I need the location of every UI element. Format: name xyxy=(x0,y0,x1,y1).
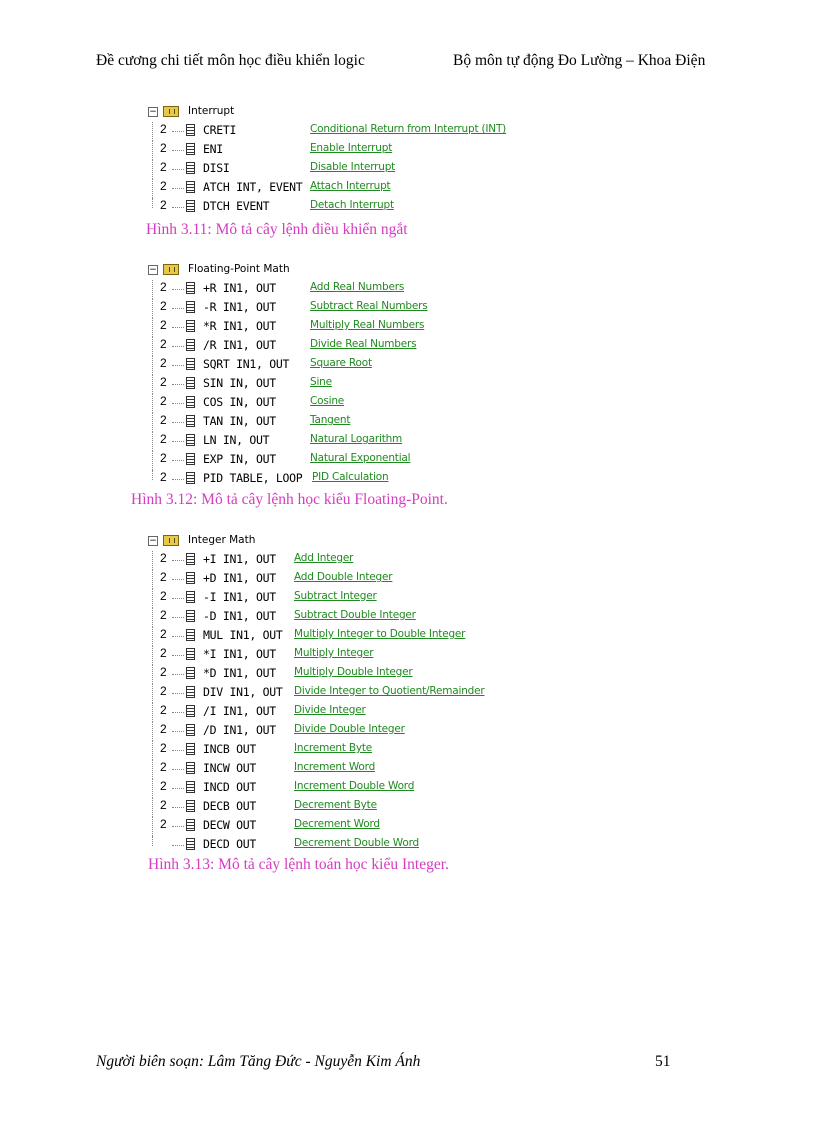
tree-line xyxy=(172,327,184,328)
tree-line xyxy=(152,141,153,160)
tree-line xyxy=(172,826,184,827)
instruction-link[interactable]: Enable Interrupt xyxy=(310,142,393,154)
item-number: 2 xyxy=(160,337,167,351)
item-number: 2 xyxy=(160,589,167,603)
instruction-name: DECD OUT xyxy=(203,837,256,851)
tree-line xyxy=(172,403,184,404)
tree-line xyxy=(172,560,184,561)
instruction-icon xyxy=(186,377,195,389)
instruction-icon xyxy=(186,434,195,446)
item-number: 2 xyxy=(160,470,167,484)
instruction-link[interactable]: Increment Byte xyxy=(294,742,373,754)
instruction-icon xyxy=(186,667,195,679)
tree-line xyxy=(172,693,184,694)
instruction-name: DECB OUT xyxy=(203,799,256,813)
instruction-name: +R IN1, OUT xyxy=(203,281,276,295)
item-number: 2 xyxy=(160,741,167,755)
instruction-name: /I IN1, OUT xyxy=(203,704,276,718)
instruction-link[interactable]: Decrement Byte xyxy=(294,799,377,811)
instruction-icon xyxy=(186,591,195,603)
instruction-icon xyxy=(186,819,195,831)
tree-line xyxy=(152,394,153,413)
tree-line xyxy=(172,674,184,675)
tree-line xyxy=(152,280,153,299)
tree-line xyxy=(152,356,153,375)
item-number: 2 xyxy=(160,318,167,332)
tree-line xyxy=(172,807,184,808)
item-number: 2 xyxy=(160,394,167,408)
instruction-icon xyxy=(186,724,195,736)
item-number: 2 xyxy=(160,665,167,679)
instruction-icon xyxy=(186,358,195,370)
instruction-icon xyxy=(186,781,195,793)
instruction-icon xyxy=(186,339,195,351)
instruction-link[interactable]: Conditional Return from Interrupt (INT) xyxy=(310,123,507,135)
instruction-icon xyxy=(186,648,195,660)
instruction-icon xyxy=(186,629,195,641)
collapse-icon[interactable]: − xyxy=(149,107,157,117)
item-number: 2 xyxy=(160,198,167,212)
item-number: 2 xyxy=(160,141,167,155)
instruction-name: *I IN1, OUT xyxy=(203,647,276,661)
tree-line xyxy=(172,150,184,151)
tree-line xyxy=(172,750,184,751)
tree-line xyxy=(172,617,184,618)
instruction-link[interactable]: Natural Exponential xyxy=(310,452,411,464)
instruction-link[interactable]: Increment Word xyxy=(294,761,376,773)
instruction-link[interactable]: Detach Interrupt xyxy=(310,199,394,211)
item-number: 2 xyxy=(160,179,167,193)
instruction-icon xyxy=(186,453,195,465)
instruction-icon xyxy=(186,686,195,698)
instruction-name: DECW OUT xyxy=(203,818,256,832)
item-number: 2 xyxy=(160,646,167,660)
item-number: 2 xyxy=(160,817,167,831)
tree-line xyxy=(172,131,184,132)
tree-line xyxy=(172,769,184,770)
instruction-link[interactable]: Divide Double Integer xyxy=(294,723,405,735)
instruction-icon xyxy=(186,610,195,622)
tree-line xyxy=(172,308,184,309)
item-number: 2 xyxy=(160,122,167,136)
item-number: 2 xyxy=(160,551,167,565)
item-number: 2 xyxy=(160,703,167,717)
instruction-name: -I IN1, OUT xyxy=(203,590,276,604)
collapse-icon[interactable]: − xyxy=(149,536,157,546)
instruction-name: EXP IN, OUT xyxy=(203,452,276,466)
item-number: 2 xyxy=(160,760,167,774)
page-number: 51 xyxy=(655,1053,671,1070)
item-number: 2 xyxy=(160,432,167,446)
instruction-link[interactable]: Square Root xyxy=(310,357,372,369)
tree-line xyxy=(172,188,184,189)
item-number: 2 xyxy=(160,627,167,641)
tree-line xyxy=(152,451,153,470)
instruction-link[interactable]: Divide Real Numbers xyxy=(310,338,417,350)
tree-root-label: Integer Math xyxy=(188,534,256,546)
tree-line xyxy=(172,169,184,170)
item-number: 2 xyxy=(160,798,167,812)
instruction-name: INCB OUT xyxy=(203,742,256,756)
instruction-name: COS IN, OUT xyxy=(203,395,276,409)
tree-line xyxy=(152,413,153,432)
item-number: 2 xyxy=(160,570,167,584)
instruction-icon xyxy=(186,572,195,584)
item-number: 2 xyxy=(160,722,167,736)
tree-line xyxy=(172,346,184,347)
item-number: 2 xyxy=(160,160,167,174)
instruction-icon xyxy=(186,396,195,408)
tree-line xyxy=(172,636,184,637)
instruction-name: *D IN1, OUT xyxy=(203,666,276,680)
instruction-name: ENI xyxy=(203,142,223,156)
instruction-icon xyxy=(186,124,195,136)
instruction-link[interactable]: Add Integer xyxy=(294,552,354,564)
instruction-link[interactable]: Subtract Integer xyxy=(294,590,377,602)
item-number: 2 xyxy=(160,375,167,389)
instruction-link[interactable]: Multiply Integer xyxy=(294,647,374,659)
item-number: 2 xyxy=(160,356,167,370)
tree-line xyxy=(152,741,153,760)
instruction-link[interactable]: Decrement Word xyxy=(294,818,380,830)
instruction-link[interactable]: Add Double Integer xyxy=(294,571,393,583)
tree-line xyxy=(152,551,153,570)
tree-line xyxy=(172,598,184,599)
folder-icon xyxy=(163,264,179,275)
instruction-link[interactable]: Attach Interrupt xyxy=(310,180,391,192)
instruction-name: -D IN1, OUT xyxy=(203,609,276,623)
figure-caption: Hình 3.12: Mô tả cây lệnh học kiểu Floating-Point. xyxy=(131,491,448,508)
instruction-link[interactable]: Multiply Integer to Double Integer xyxy=(294,628,466,640)
tree-line xyxy=(152,122,153,141)
instruction-name: *R IN1, OUT xyxy=(203,319,276,333)
tree-line xyxy=(152,318,153,337)
tree-line xyxy=(172,788,184,789)
tree-line xyxy=(172,731,184,732)
instruction-link[interactable]: Natural Logarithm xyxy=(310,433,403,445)
item-number: 2 xyxy=(160,299,167,313)
tree-line xyxy=(152,198,153,208)
instruction-name: MUL IN1, OUT xyxy=(203,628,283,642)
tree-line xyxy=(172,289,184,290)
folder-icon xyxy=(163,106,179,117)
instruction-name: DIV IN1, OUT xyxy=(203,685,283,699)
tree-line xyxy=(152,299,153,318)
tree-line xyxy=(172,712,184,713)
instruction-name: LN IN, OUT xyxy=(203,433,270,447)
tree-line xyxy=(152,160,153,179)
instruction-icon xyxy=(186,143,195,155)
instruction-name: DTCH EVENT xyxy=(203,199,270,213)
instruction-name: DISI xyxy=(203,161,230,175)
tree-line xyxy=(172,479,184,480)
tree-line xyxy=(152,646,153,665)
instruction-icon xyxy=(186,743,195,755)
instruction-icon xyxy=(186,415,195,427)
tree-root-label: Floating-Point Math xyxy=(188,263,290,275)
item-number: 2 xyxy=(160,413,167,427)
instruction-link[interactable]: Add Real Numbers xyxy=(310,281,405,293)
tree-line xyxy=(152,608,153,627)
collapse-icon[interactable]: − xyxy=(149,265,157,275)
instruction-icon xyxy=(186,301,195,313)
instruction-name: SIN IN, OUT xyxy=(203,376,276,390)
instruction-icon xyxy=(186,472,195,484)
item-number: 2 xyxy=(160,451,167,465)
page-header-left: Đề cương chi tiết môn học điều khiển logic xyxy=(96,52,365,69)
instruction-icon xyxy=(186,553,195,565)
instruction-link[interactable]: Disable Interrupt xyxy=(310,161,396,173)
tree-line xyxy=(152,665,153,684)
tree-line xyxy=(152,684,153,703)
figure-caption: Hình 3.13: Mô tả cây lệnh toán học kiểu Integer. xyxy=(148,856,449,873)
instruction-link[interactable]: PID Calculation xyxy=(312,471,389,483)
instruction-name: CRETI xyxy=(203,123,237,137)
instruction-name: INCD OUT xyxy=(203,780,256,794)
instruction-link[interactable]: Subtract Real Numbers xyxy=(310,300,428,312)
tree-line xyxy=(172,207,184,208)
tree-line xyxy=(172,365,184,366)
instruction-icon xyxy=(186,181,195,193)
instruction-name: PID TABLE, LOOP xyxy=(203,471,303,485)
tree-line xyxy=(152,703,153,722)
page-header-right: Bộ môn tự động Đo Lường – Khoa Điện xyxy=(453,52,706,69)
instruction-icon xyxy=(186,705,195,717)
item-number: 2 xyxy=(160,684,167,698)
tree-line xyxy=(172,384,184,385)
item-number: 2 xyxy=(160,779,167,793)
tree-line xyxy=(152,817,153,836)
instruction-link[interactable]: Cosine xyxy=(310,395,345,407)
instruction-name: TAN IN, OUT xyxy=(203,414,276,428)
instruction-link[interactable]: Sine xyxy=(310,376,332,388)
tree-line xyxy=(172,579,184,580)
page-footer-authors: Người biên soạn: Lâm Tăng Đức - Nguyễn Kim Ánh xyxy=(96,1053,421,1070)
tree-line xyxy=(152,375,153,394)
item-number: 2 xyxy=(160,280,167,294)
instruction-link[interactable]: Decrement Double Word xyxy=(294,837,419,849)
instruction-link[interactable]: Multiply Real Numbers xyxy=(310,319,425,331)
instruction-icon xyxy=(186,762,195,774)
instruction-icon xyxy=(186,838,195,850)
instruction-icon xyxy=(186,800,195,812)
folder-icon xyxy=(163,535,179,546)
tree-line xyxy=(152,470,153,480)
tree-line xyxy=(152,760,153,779)
instruction-name: ATCH INT, EVENT xyxy=(203,180,303,194)
tree-line xyxy=(152,179,153,198)
instruction-name: SQRT IN1, OUT xyxy=(203,357,290,371)
tree-line xyxy=(152,836,153,846)
instruction-link[interactable]: Divide Integer to Quotient/Remainder xyxy=(294,685,485,697)
tree-line xyxy=(152,589,153,608)
instruction-icon xyxy=(186,162,195,174)
instruction-name: -R IN1, OUT xyxy=(203,300,276,314)
tree-line xyxy=(152,627,153,646)
tree-line xyxy=(152,722,153,741)
instruction-link[interactable]: Tangent xyxy=(310,414,351,426)
tree-line xyxy=(172,460,184,461)
instruction-name: +D IN1, OUT xyxy=(203,571,276,585)
tree-line xyxy=(172,655,184,656)
instruction-icon xyxy=(186,200,195,212)
tree-line xyxy=(152,779,153,798)
tree-line xyxy=(152,570,153,589)
tree-line xyxy=(152,432,153,451)
item-number: 2 xyxy=(160,608,167,622)
tree-line xyxy=(152,337,153,356)
figure-caption: Hình 3.11: Mô tả cây lệnh điều khiển ngắt xyxy=(146,221,408,238)
instruction-icon xyxy=(186,320,195,332)
instruction-link[interactable]: Multiply Double Integer xyxy=(294,666,413,678)
instruction-name: INCW OUT xyxy=(203,761,256,775)
instruction-name: /D IN1, OUT xyxy=(203,723,276,737)
instruction-name: +I IN1, OUT xyxy=(203,552,276,566)
tree-line xyxy=(172,845,184,846)
instruction-link[interactable]: Increment Double Word xyxy=(294,780,415,792)
tree-line xyxy=(172,441,184,442)
tree-line xyxy=(172,422,184,423)
tree-line xyxy=(152,798,153,817)
instruction-name: /R IN1, OUT xyxy=(203,338,276,352)
instruction-icon xyxy=(186,282,195,294)
tree-root-label: Interrupt xyxy=(188,105,235,117)
instruction-link[interactable]: Subtract Double Integer xyxy=(294,609,416,621)
instruction-link[interactable]: Divide Integer xyxy=(294,704,366,716)
